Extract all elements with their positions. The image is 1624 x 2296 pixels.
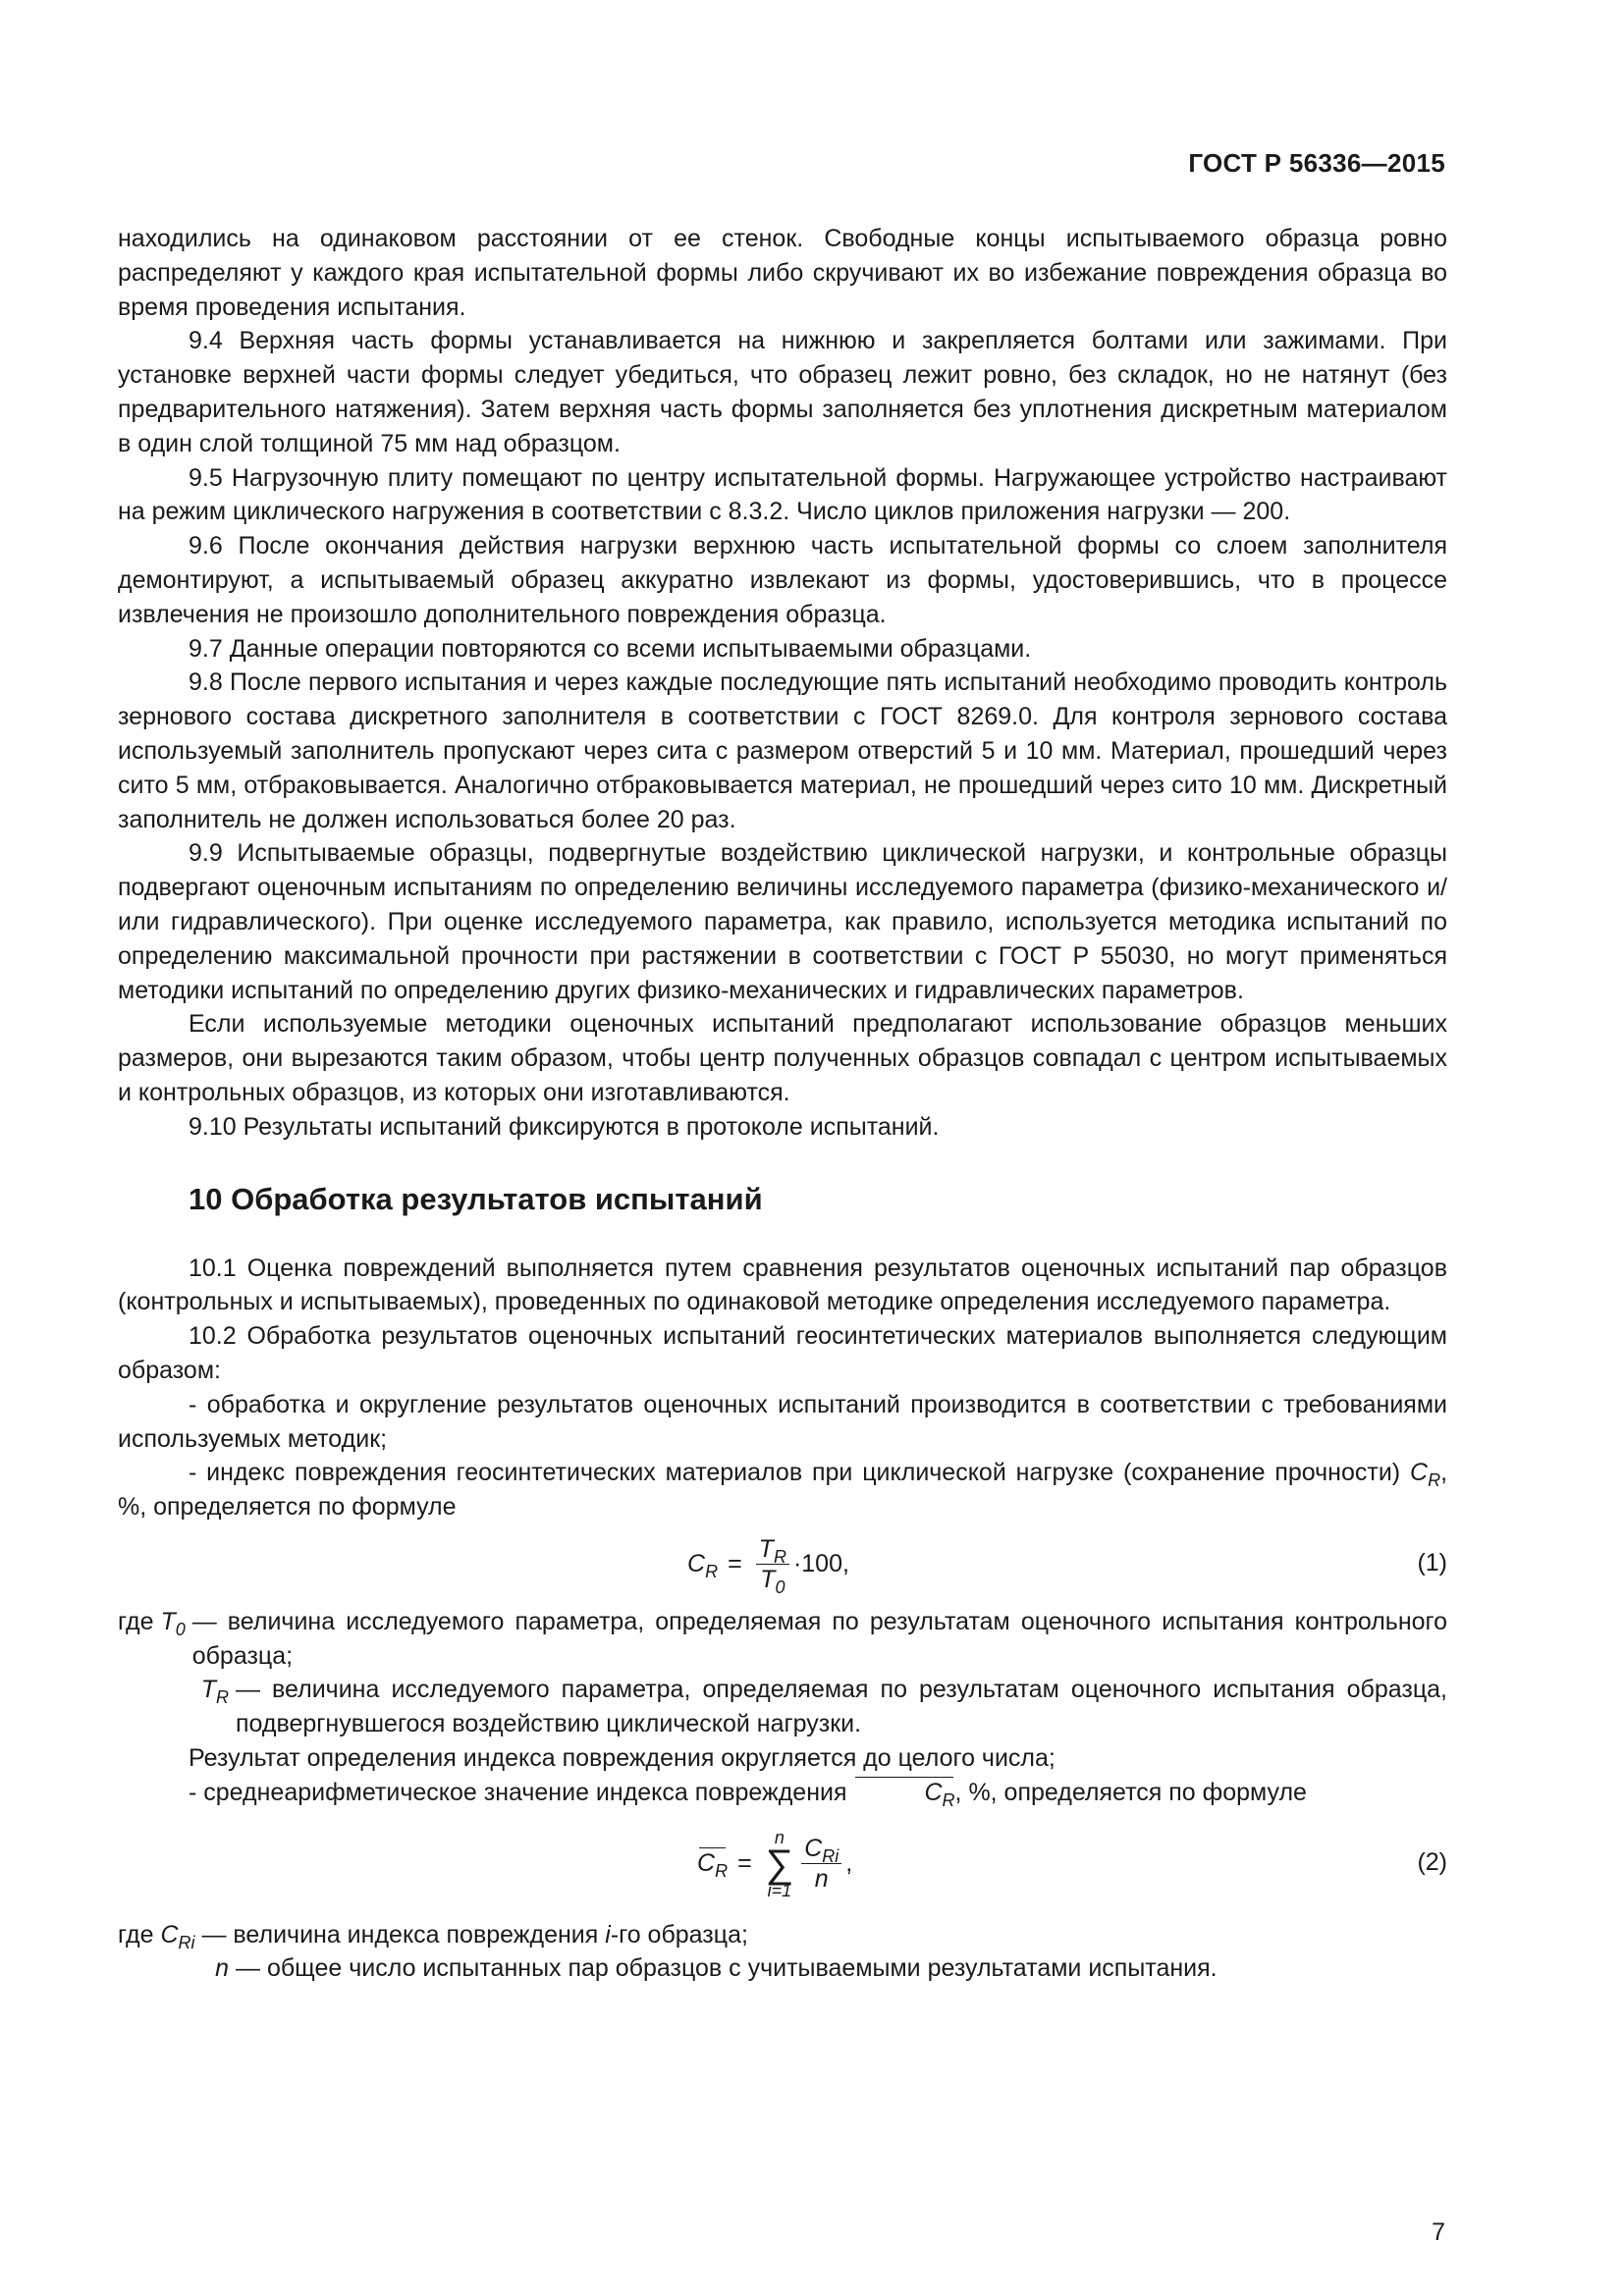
paragraph-9-9: 9.9 Испытываемые образцы, подвергнутые воздействию циклической нагрузки, и контрольные образцы подвергают оценочным испытаниям по определению величины исследуемого параметра (физико-механического и/или гидравлического). При оценке исследуемого параметра, как правило, используется методика испытаний по определению максимальной прочности при растяжении в соответствии с ГОСТ Р 55030, но могут применяться методики испытаний по определению других физико-механических и гидравлических параметров. — [118, 839, 1447, 1004]
paragraph-9-4: 9.4 Верхняя часть формы устанавливается на нижнюю и закрепляется болтами или зажимами. При установке верхней части формы следует убедиться, что образец лежит ровно, без складок, но не натянут (без предварительного натяжения). Затем верхняя часть формы заполняется без уплотнения дискретным материалом в один слой толщиной 75 мм над образцом. — [118, 327, 1447, 457]
formula-2-sum: n ∑ i=1 — [765, 1827, 794, 1900]
paragraph-9-7: 9.7 Данные операции повторяются со всеми испытываемыми образцами. — [189, 634, 1032, 663]
bullet-mean-index: - среднеарифметическое значение индекса повреждения $C_R$, %, определяется по формуле — [118, 1776, 1447, 1810]
formula-2-fraction: $\frac{C_{Ri}}{n}$ — [801, 1834, 841, 1894]
formula-2-number: (2) — [1417, 1847, 1447, 1876]
paragraph-10-2: 10.2 Обработка результатов оценочных испытаний геосинтетических материалов выполняется следующим образом: — [118, 1322, 1447, 1384]
formula-1-expression: $C_R$ = $\frac{T_R}{T_0}$ ·100, — [687, 1535, 849, 1598]
formula-1-number: (1) — [1417, 1548, 1447, 1576]
formula-1 — [118, 1524, 1447, 1605]
rounding-note: Результат определения индекса повреждения округляется до целого числа; — [189, 1744, 1056, 1773]
bullet-damage-index-end: , %, определяется по формуле — [118, 1459, 1448, 1522]
bullet-damage-index — [118, 1456, 1447, 1524]
body-text — [118, 222, 1447, 1986]
paragraph-9-10: 9.10 Результаты испытаний фиксируются в протоколе испытаний. — [189, 1112, 940, 1141]
paragraph-10-1: 10.1 Оценка повреждений выполняется путем сравнения результатов оценочных испытаний пар образцов (контрольных и испытываемых), проведенных по одинаковой методике определения исследуемого параметра. — [118, 1254, 1447, 1316]
bullet-rounding: - обработка и округление результатов оценочных испытаний производится в соответствии с требованиями используемых методик; — [118, 1390, 1447, 1453]
formula-2-expression: $C_R$ = n ∑ i=1 $\frac{C_{Ri}}{n}$ , — [697, 1827, 853, 1900]
bullet-damage-index-start: - индекс повреждения геосинтетических материалов при циклической нагрузке (сохранение прочности) — [189, 1459, 1401, 1487]
paragraph-9-5: 9.5 Нагрузочную плиту помещают по центру испытательной формы. Нагружающее устройство настраивают на режим циклического нагружения в соответствии с 8.3.2. Число циклов приложения нагрузки — 200. — [118, 463, 1447, 526]
symbol-cr: $C_R$ — [1410, 1459, 1441, 1491]
where-n: n — общее число испытанных пар образцов с учитываемыми результатами испытания. — [215, 1954, 1218, 1983]
symbol-cr-bar: $C_R$ — [853, 1776, 954, 1810]
section-10-title: 10 Обработка результатов испытаний — [189, 1181, 763, 1216]
page-number: 7 — [1432, 2218, 1445, 2246]
paragraph-continuation: находились на одинаковом расстоянии от ее стенок. Свободные концы испытываемого образца ровно распределяют у каждого края испытательной формы либо скручивают их во избежание повреждения образца во время проведения испытания. — [118, 225, 1447, 321]
where-tr: $T_R$ — величина исследуемого параметра, определяемая по результатам оценочного испытания образца, подвергнувшегося воздействию циклической нагрузки. — [200, 1676, 1447, 1738]
paragraph-9-6: 9.6 После окончания действия нагрузки верхнюю часть испытательной формы со слоем заполнителя демонтируют, а испытываемый образец аккуратно извлекают из формы, удостоверившись, что в процессе извлечения не произошло дополнительного повреждения образца. — [118, 532, 1447, 628]
formula-2 — [118, 1810, 1447, 1918]
formula-1-fraction: $\frac{T_R}{T_0}$ — [756, 1534, 789, 1594]
paragraph-9-8: 9.8 После первого испытания и через каждые последующие пять испытаний необходимо проводить контроль зернового состава дискретного заполнителя в соответствии с ГОСТ 8269.0. Для контроля зернового состава используемый заполнитель пропускают через сита с размером отверстий 5 и 10 мм. Материал, прошедший через сито 5 мм, отбраковывается. Аналогично отбраковывается материал, не прошедший через сито 10 мм. Дискретный заполнитель не должен использоваться более 20 раз. — [118, 668, 1447, 833]
paragraph-9-9-b: Если используемые методики оценочных испытаний предполагают использование образцов меньших размеров, они вырезаются таким образом, чтобы центр полученных образцов совпадал с центром испытываемых и контрольных образцов, из которых они изготавливаются. — [118, 1010, 1447, 1106]
where-cri: где $C_{Ri}$ — величина индекса повреждения i-го образца; — [118, 1920, 748, 1952]
standard-header: ГОСТ Р 56336—2015 — [1188, 148, 1445, 178]
where-t0: где $T_0$ — величина исследуемого параметра, определяемая по результатам оценочного испытания контрольного образца; — [118, 1607, 1447, 1670]
